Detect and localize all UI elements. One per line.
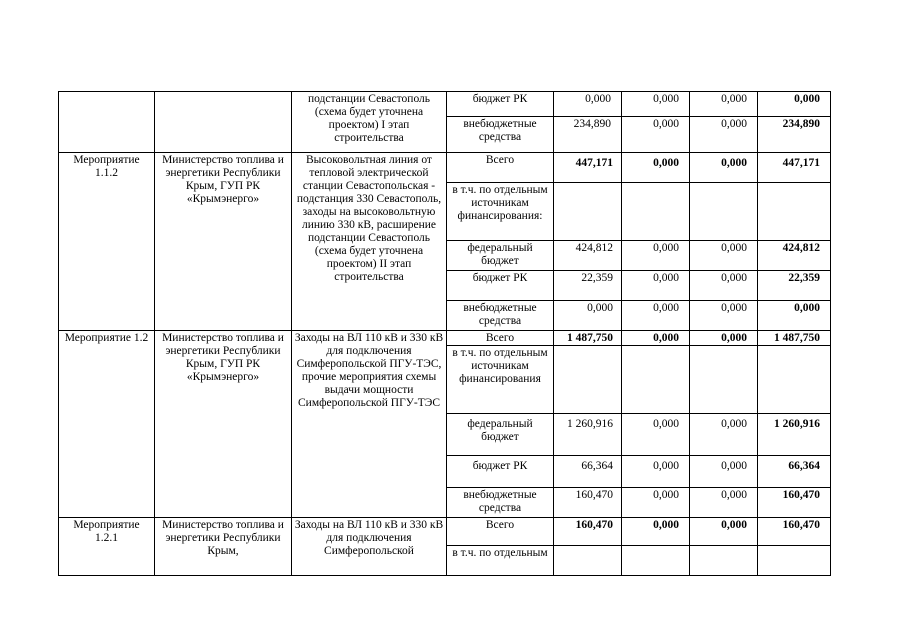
- value-cell: 160,470: [554, 488, 622, 518]
- table-row: [59, 153, 831, 183]
- financing-table: [58, 91, 831, 576]
- funding-source: бюджет РК: [447, 92, 554, 117]
- event-description: подстанции Севастополь (схема будет уточнена проектом) I этап строительства: [292, 92, 447, 153]
- event-description: Заходы на ВЛ 110 кВ и 330 кВ для подключения Симферопольской: [292, 518, 447, 576]
- event-id-cell: Мероприятие 1.2: [59, 331, 155, 518]
- value-cell: 0,000: [622, 456, 690, 488]
- value-cell: 0,000: [622, 271, 690, 301]
- value-total-cell: 1 487,750: [758, 331, 831, 346]
- funding-source: внебюджетные средства: [447, 488, 554, 518]
- event-description: Заходы на ВЛ 110 кВ и 330 кВ для подключения Симферопольской ПГУ-ТЭС, прочие мероприятия схемы выдачи мощности Симферопольской ПГУ-ТЭС: [292, 331, 447, 518]
- value-cell: 0,000: [690, 331, 758, 346]
- value-total-cell: 447,171: [758, 153, 831, 183]
- value-cell: 1 260,916: [554, 414, 622, 456]
- funding-source: федеральный бюджет: [447, 414, 554, 456]
- value-cell: 0,000: [690, 241, 758, 271]
- funding-source: федеральный бюджет: [447, 241, 554, 271]
- funding-source-total: Всего: [447, 518, 554, 546]
- value-cell: 22,359: [554, 271, 622, 301]
- value-cell: 234,890: [554, 117, 622, 153]
- executor-cell: Министерство топлива и энергетики Республики Крым, ГУП РК «Крымэнерго»: [155, 153, 292, 331]
- table-row: [59, 92, 831, 117]
- value-total-cell: 0,000: [758, 92, 831, 117]
- value-cell: 0,000: [690, 456, 758, 488]
- value-cell: 447,171: [554, 153, 622, 183]
- value-cell: 0,000: [622, 117, 690, 153]
- value-cell: 0,000: [622, 153, 690, 183]
- funding-source-total: Всего: [447, 153, 554, 183]
- funding-source: внебюджетные средства: [447, 301, 554, 331]
- table-row: [59, 331, 831, 346]
- value-cell: 0,000: [690, 488, 758, 518]
- value-cell: 0,000: [622, 92, 690, 117]
- event-description: Высоковольтная линия от тепловой электрической станции Севастопольская - подстанция 330 Севастополь, заходы на высоковольтную линию 330 кВ, расширение подстанции Севастополь (схема будет уточнена проектом) II этап строительства: [292, 153, 447, 331]
- executor-cell: Министерство топлива и энергетики Республики Крым, ГУП РК «Крымэнерго»: [155, 331, 292, 518]
- value-cell: 0,000: [622, 518, 690, 546]
- value-cell: 0,000: [554, 301, 622, 331]
- funding-source: бюджет РК: [447, 456, 554, 488]
- funding-source-note: в т.ч. по отдельным: [447, 546, 554, 576]
- value-cell: 0,000: [690, 518, 758, 546]
- value-cell: 0,000: [622, 301, 690, 331]
- event-id-cell: Мероприятие 1.1.2: [59, 153, 155, 331]
- value-total-cell: 160,470: [758, 488, 831, 518]
- value-cell: 0,000: [622, 241, 690, 271]
- value-cell: 424,812: [554, 241, 622, 271]
- value-cell: 0,000: [690, 301, 758, 331]
- value-total-cell: 22,359: [758, 271, 831, 301]
- event-id-cell: [59, 92, 155, 153]
- executor-cell: [155, 92, 292, 153]
- value-total-cell: 424,812: [758, 241, 831, 271]
- value-total-cell: 1 260,916: [758, 414, 831, 456]
- table-row: [59, 518, 831, 546]
- value-total-cell: 160,470: [758, 518, 831, 546]
- funding-source: бюджет РК: [447, 271, 554, 301]
- funding-source: внебюджетные средства: [447, 117, 554, 153]
- executor-cell: Министерство топлива и энергетики Республики Крым,: [155, 518, 292, 576]
- value-total-cell: 66,364: [758, 456, 831, 488]
- value-cell: 0,000: [690, 271, 758, 301]
- value-cell: 1 487,750: [554, 331, 622, 346]
- funding-source-note: в т.ч. по отдельным источникам финансирования:: [447, 183, 554, 241]
- value-cell: 0,000: [622, 414, 690, 456]
- value-cell: 66,364: [554, 456, 622, 488]
- value-total-cell: 0,000: [758, 301, 831, 331]
- value-cell: 0,000: [690, 153, 758, 183]
- value-cell: 0,000: [622, 488, 690, 518]
- funding-source-note: в т.ч. по отдельным источникам финансирования: [447, 346, 554, 414]
- value-cell: 0,000: [690, 414, 758, 456]
- event-id-cell: Мероприятие 1.2.1: [59, 518, 155, 576]
- value-cell: 0,000: [690, 117, 758, 153]
- value-cell: 0,000: [690, 92, 758, 117]
- value-cell: 0,000: [622, 331, 690, 346]
- value-cell: 160,470: [554, 518, 622, 546]
- funding-source-total: Всего: [447, 331, 554, 346]
- value-total-cell: 234,890: [758, 117, 831, 153]
- value-cell: 0,000: [554, 92, 622, 117]
